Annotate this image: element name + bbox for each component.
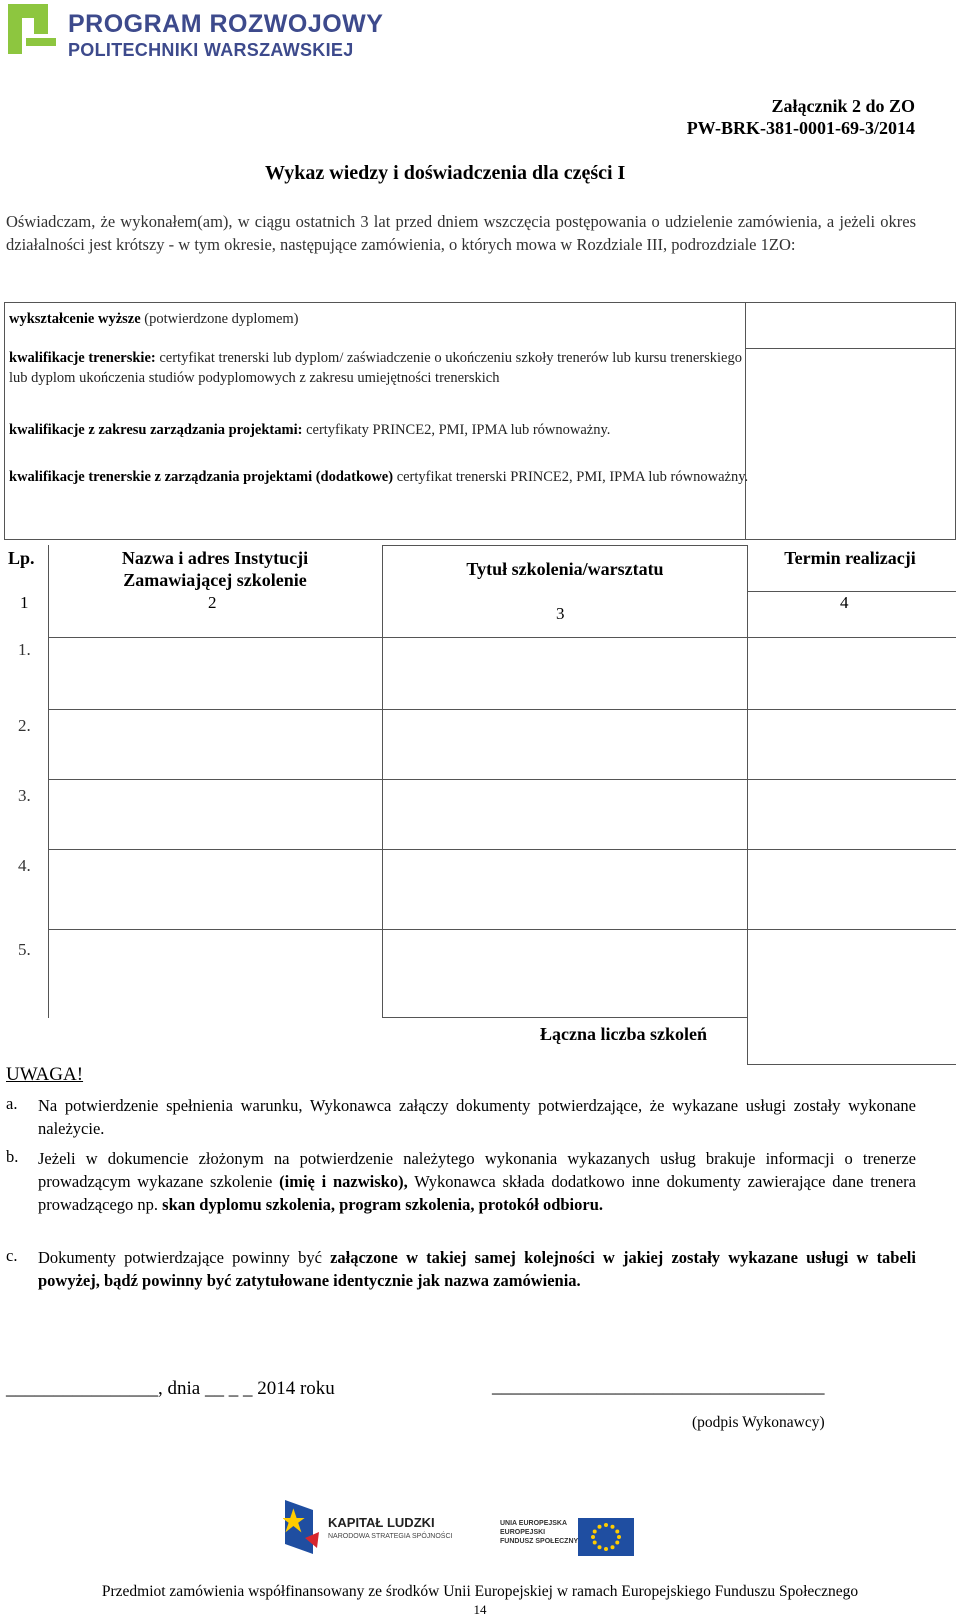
table-row: 4.	[18, 856, 31, 875]
column-number: 4	[840, 593, 849, 612]
note-letter: c.	[6, 1246, 18, 1265]
signature-caption: (podpis Wykonawcy)	[692, 1414, 825, 1431]
eu-text: UNIA EUROPEJSKA EUROPEJSKI FUNDUSZ SPOŁECZNY	[500, 1520, 579, 1545]
column-header-term: Termin realizacji	[784, 548, 916, 568]
qualification-row: kwalifikacje trenerskie z zarządzania projektami (dodatkowe) certyfikat trenerski PRINCE2, PMI, IPMA lub równoważny.	[9, 469, 749, 485]
qualification-row: kwalifikacje z zakresu zarządzania projektami: certyfikaty PRINCE2, PMI, IPMA lub równoważny.	[9, 422, 611, 438]
logo-title: PROGRAM ROZWOJOWY	[68, 10, 384, 38]
notes-heading: UWAGA!	[6, 1064, 84, 1085]
table-row: 3.	[18, 786, 31, 805]
column-number: 1	[20, 593, 29, 612]
program-logo-icon	[6, 2, 60, 60]
note-letter: a.	[6, 1094, 18, 1113]
place-date-line: ________________, dnia __ _ _ 2014 roku	[6, 1378, 335, 1399]
kl-title: KAPITAŁ LUDZKI	[328, 1515, 435, 1530]
total-label: Łączna liczba szkoleń	[540, 1024, 707, 1044]
qualification-row: wykształcenie wyższe (potwierdzone dyplomem)	[9, 311, 299, 327]
qualification-row: kwalifikacje trenerskie: certyfikat trenerski lub dyplom/ zaświadczenie o ukończeniu szkoły trenerów lub kursu trenerskiego lub dyplom ukończenia studiów podyplomowych z zakresu umiejętności trenerskich	[9, 350, 742, 386]
qualifications-table	[4, 302, 956, 540]
table-row: 2.	[18, 716, 31, 735]
table-row: 5.	[18, 940, 31, 959]
kapital-ludzki-logo-icon	[283, 1498, 323, 1556]
column-number: 2	[208, 593, 217, 612]
column-header-lp: Lp.	[8, 548, 35, 568]
note-a: Na potwierdzenie spełnienia warunku, Wykonawca załączy dokumenty potwierdzające, że wykazane usługi zostały wykonane należycie.	[38, 1096, 916, 1138]
page-number: 14	[473, 1602, 487, 1617]
eu-flag-icon	[578, 1518, 634, 1556]
attachment-label: Załącznik 2 do ZO	[771, 96, 915, 116]
signature-line: ___________________________________	[492, 1376, 825, 1397]
table-row: 1.	[18, 640, 31, 659]
note-c: Dokumenty potwierdzające powinny być załączone w takiej samej kolejności w jakiej zostały wykazane usługi w tabeli powyżej, bądź powinny być zatytułowane identycznie jak nazwa zamówienia.	[38, 1248, 916, 1290]
reference-number: PW-BRK-381-0001-69-3/2014	[686, 118, 915, 138]
note-letter: b.	[6, 1147, 19, 1166]
column-header-name: Nazwa i adres Instytucji Zamawiającej szkolenie	[121, 548, 309, 590]
cofinancing-note: Przedmiot zamówienia współfinansowany ze środków Unii Europejskiej w ramach Europejskiego Funduszu Społecznego	[101, 1583, 859, 1600]
kl-subtitle: NARODOWA STRATEGIA SPÓJNOŚCI	[328, 1533, 453, 1540]
intro-statement: Oświadczam, że wykonałem(am), w ciągu ostatnich 3 lat przed dniem wszczęcia postępowania o udzielenie zamówienia, a jeżeli okres działalności jest krótszy - w tym okresie, następujące zamówienia, o których mowa w Rozdziale III, podrozdziale 1ZO:	[6, 212, 916, 254]
document-title: Wykaz wiedzy i doświadczenia dla części I	[265, 162, 626, 184]
column-header-title: Tytuł szkolenia/warsztatu	[466, 559, 664, 579]
note-b: Jeżeli w dokumencie złożonym na potwierdzenie należytego wykonania wykazanych usług brakuje informacji o trenerze prowadzącym wykazane szkolenie (imię i nazwisko), Wykonawca składa dodatkowo inne dokumenty zawierające dane trenera prowadzącego np. skan dyplomu szkolenia, program szkolenia, protokół odbioru.	[38, 1149, 916, 1214]
logo-subtitle: POLITECHNIKI WARSZAWSKIEJ	[68, 40, 354, 60]
column-number: 3	[556, 604, 565, 623]
